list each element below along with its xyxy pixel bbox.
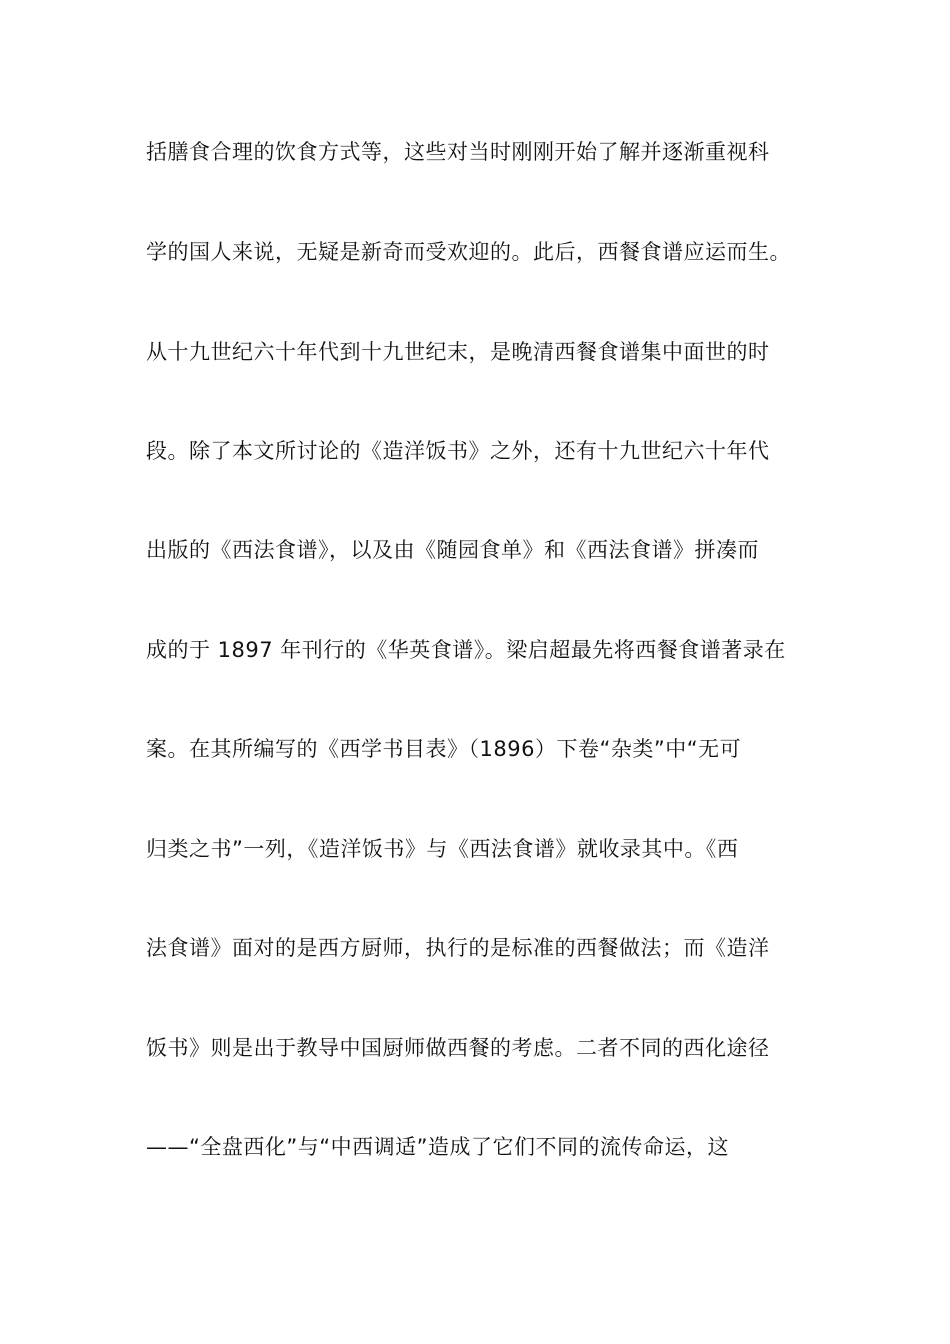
paragraph-line: 饭书》则是出于教导中国厨师做西餐的考虑。二者不同的西化途径 (146, 1036, 770, 1060)
paragraph-line: 段。除了本文所讨论的《造洋饭书》之外，还有十九世纪六十年代 (146, 439, 770, 463)
paragraph-line: 案。在其所编写的《西学书目表》（1896）下卷“杂类”中“无可 (146, 737, 742, 761)
paragraph-line: 归类之书”一列，《造洋饭书》与《西法食谱》就收录其中。《西 (146, 837, 739, 861)
paragraph-line: 学的国人来说，无疑是新奇而受欢迎的。此后，西餐食谱应运而生。 (146, 240, 791, 264)
paragraph-line: 法食谱》面对的是西方厨师，执行的是标准的西餐做法；而《造洋 (146, 936, 770, 960)
paragraph-line: 出版的《西法食谱》，以及由《随园食单》和《西法食谱》拼凑而 (146, 538, 759, 562)
paragraph-line: 括膳食合理的饮食方式等，这些对当时刚刚开始了解并逐渐重视科 (146, 140, 770, 164)
paragraph-line: ——“全盘西化”与“中西调适”造成了它们不同的流传命运，这 (146, 1135, 730, 1159)
paragraph-line: 从十九世纪六十年代到十九世纪末，是晚清西餐食谱集中面世的时 (146, 340, 770, 364)
paragraph-line: 成的于 1897 年刊行的《华英食谱》。梁启超最先将西餐食谱著录在 (146, 638, 786, 662)
